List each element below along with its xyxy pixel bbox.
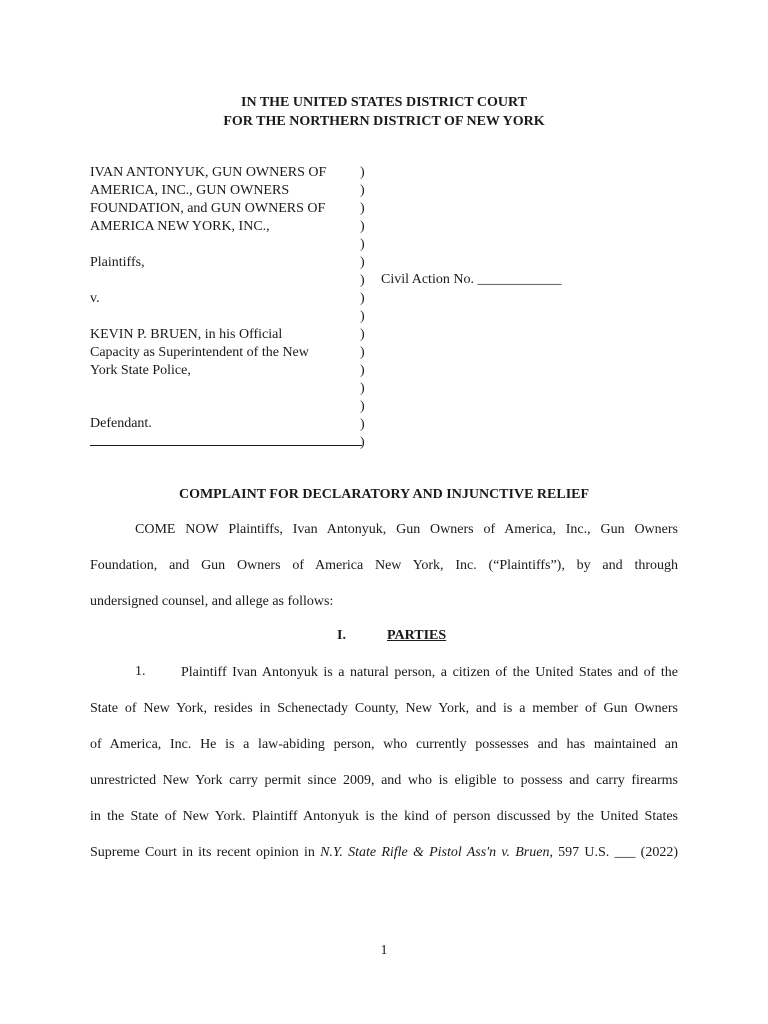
caption-paren: ) bbox=[360, 273, 365, 288]
caption-paren: ) bbox=[360, 201, 365, 216]
paragraph-line: State of New York, resides in Schenectady County, New York, and is a member of Gun Owners bbox=[90, 701, 678, 716]
section-title: PARTIES bbox=[387, 628, 447, 643]
defendant-name-line: Capacity as Superintendent of the New bbox=[90, 345, 309, 360]
caption-paren: ) bbox=[360, 183, 365, 198]
plaintiffs-name-line: AMERICA, INC., GUN OWNERS bbox=[90, 183, 290, 198]
paragraph-line: in the State of New York. Plaintiff Antonyuk is the kind of person discussed by the United States bbox=[90, 809, 678, 824]
document-title: COMPLAINT FOR DECLARATORY AND INJUNCTIVE RELIEF bbox=[178, 487, 590, 502]
caption-paren: ) bbox=[360, 165, 365, 180]
defendant-label: Defendant. bbox=[90, 416, 152, 431]
case-citation: N.Y. State Rifle & Pistol Ass'n v. Bruen bbox=[320, 845, 550, 860]
citation-suffix: , 597 U.S. ___ (2022) bbox=[549, 845, 679, 860]
intro-line: undersigned counsel, and allege as follows: bbox=[90, 594, 334, 609]
caption-paren: ) bbox=[360, 381, 365, 396]
plaintiffs-label: Plaintiffs, bbox=[90, 255, 145, 270]
paragraph-number: 1. bbox=[135, 664, 146, 679]
plaintiffs-name-line: FOUNDATION, and GUN OWNERS OF bbox=[90, 201, 326, 216]
caption-paren: ) bbox=[360, 363, 365, 378]
caption-paren: ) bbox=[360, 255, 365, 270]
caption-paren: ) bbox=[360, 345, 365, 360]
caption-paren: ) bbox=[360, 327, 365, 342]
versus-label: v. bbox=[90, 291, 100, 306]
intro-line: COME NOW Plaintiffs, Ivan Antonyuk, Gun Owners of America, Inc., Gun Owners bbox=[135, 522, 678, 537]
defendant-name-line: KEVIN P. BRUEN, in his Official bbox=[90, 327, 283, 342]
caption-paren: ) bbox=[360, 237, 365, 252]
caption-paren: ) bbox=[360, 399, 365, 414]
caption-paren: ) bbox=[360, 309, 365, 324]
paragraph-line: unrestricted New York carry permit since 2009, and who is eligible to possess and carry firearms bbox=[90, 773, 678, 788]
paragraph-line-last bbox=[90, 844, 678, 862]
caption-paren: ) bbox=[360, 219, 365, 234]
section-number: I. bbox=[337, 628, 346, 643]
defendant-name-line: York State Police, bbox=[90, 363, 191, 378]
court-name-line-2: FOR THE NORTHERN DISTRICT OF NEW YORK bbox=[223, 114, 545, 129]
plaintiffs-name-line: IVAN ANTONYUK, GUN OWNERS OF bbox=[90, 165, 327, 180]
caption-paren: ) bbox=[360, 291, 365, 306]
court-name-line-1: IN THE UNITED STATES DISTRICT COURT bbox=[241, 95, 527, 110]
paragraph-line: Plaintiff Ivan Antonyuk is a natural person, a citizen of the United States and of the bbox=[181, 665, 678, 680]
intro-line: Foundation, and Gun Owners of America New York, Inc. (“Plaintiffs”), by and through bbox=[90, 558, 678, 573]
page-number: 1 bbox=[380, 943, 388, 958]
caption-paren: ) bbox=[360, 435, 365, 450]
citation-prefix: Supreme Court in its recent opinion in bbox=[90, 845, 321, 860]
caption-paren: ) bbox=[360, 417, 365, 432]
caption-signature-rule bbox=[90, 445, 362, 446]
plaintiffs-name-line: AMERICA NEW YORK, INC., bbox=[90, 219, 270, 234]
civil-action-number: Civil Action No. ____________ bbox=[381, 272, 562, 287]
paragraph-line: of America, Inc. He is a law-abiding person, who currently possesses and has maintained an bbox=[90, 737, 678, 752]
